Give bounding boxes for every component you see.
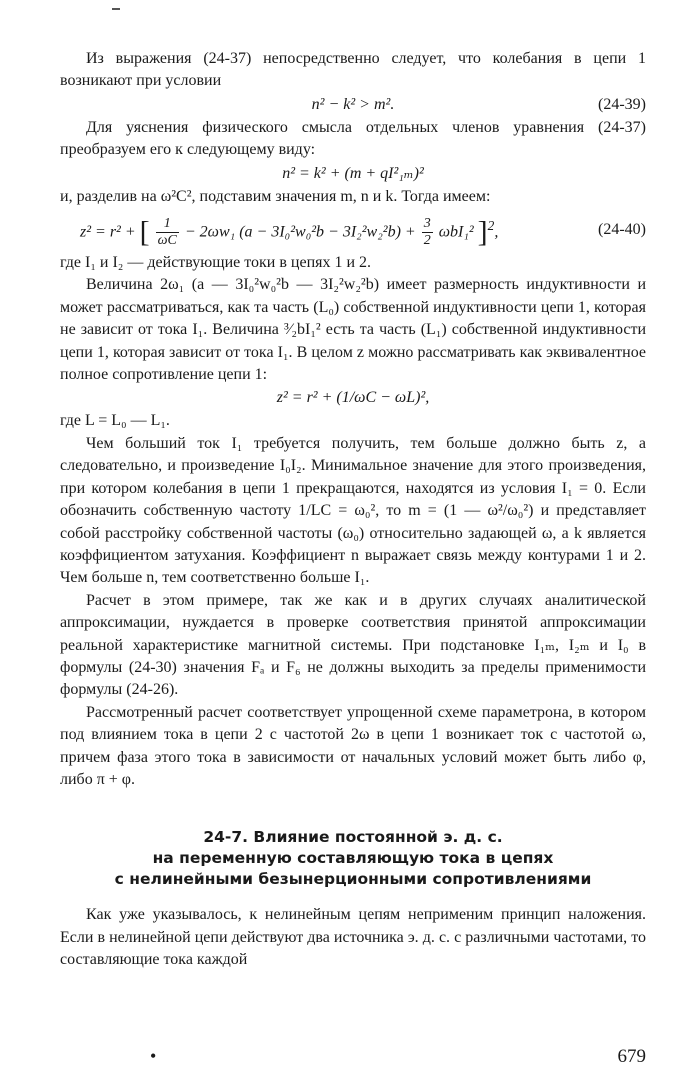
equation-24-39 [60,93,646,117]
section-heading-line-1: 24-7. Влияние постоянной э. д. с. [203,828,503,847]
page-number: 679 [617,1046,646,1067]
paragraph-9: Рассмотренный расчет соответствует упрощенной схеме параметрона, в котором под влиянием тока в цепи 2 с частотой 2ω в цепи 1 возникает ток с частотой ω, причем фаза этого тока в зависимости от начальных условий может быть либо φ, либо π + φ. [60,703,646,788]
fraction-one-over-omega-c [156,216,179,249]
equation-24-40 [60,208,646,252]
frac2-den: 2 [423,233,431,249]
footer-dot: • [150,1046,157,1066]
eq40-lhs: z² = r² + [80,223,136,241]
frac-num: 1 [156,216,179,233]
paragraph-7: Чем больший ток I₁ требуется получить, тем больше должно быть z, а следовательно, и произведение I₀I₂. Минимальное значение для этого произведения, при котором колебания в цепи 1 прекращаются, находятся из условия I₁ = 0. Если обозначить собственную частоту 1/LC = ω₀², то m = (1 — ω²/ω₀²) и представляет собой расстройку собственной частоты (ω₀) относительно задающей ω, а k является коэффициентом затухания. Коэффициент n выражает связь между контурами 1 и 2. Чем больше n, тем соответственно больше I₁. [60,434,646,587]
right-bracket: ] [477,215,488,249]
section-heading-line-3: с нелинейными безынерционными сопротивлениями [114,870,592,889]
section-heading-line-2: на переменную составляющую тока в цепях [152,849,554,868]
paragraph-2: Для уяснения физического смысла отдельных членов уравнения (24-37) преобразуем его к следующему виду: [60,118,646,159]
equation-24-39-formula: n² − k² > m². [311,95,395,113]
equation-z2 [60,386,646,410]
frac2-num: 3 [423,216,431,232]
equation-24-39-number: (24-39) [598,95,646,113]
fraction-three-halves [422,216,433,249]
page-body [60,48,646,972]
paragraph-8: Расчет в этом примере, так же как и в других случаях аналитической аппроксимации, нуждается в проверке соответствия принятой аппроксимации реальной характеристике магнитной системы. При подстановке I₁ₘ, I₂ₘ и I₀ в формулы (24-30) значения Fₐ и F₆ не должны выходить за пределы применимости формулы (24-26). [60,591,646,699]
paragraph-4: где I₁ и I₂ — действующие токи в цепях 1 и 2. [60,254,372,272]
equation-n2-formula: n² = k² + (m + qI²₁ₘ)² [282,164,424,182]
paragraph-1: Из выражения (24-37) непосредственно следует, что колебания в цепи 1 возникают при условии [60,50,646,90]
equation-24-40-number: (24-40) [598,221,646,239]
left-bracket: [ [139,215,150,249]
equation-n2 [60,162,646,186]
equation-z2-formula: z² = r² + (1/ωC − ωL)², [276,389,430,407]
section-heading [60,827,646,890]
eq40-tail: ωbI₁² [438,223,474,241]
bracket-exponent: 2 [487,218,495,234]
paragraph-3: и, разделив на ω²C², подставим значения m, n и k. Тогда имеем: [60,187,491,205]
paragraph-10: Как уже указывалось, к нелинейным цепям неприменим принцип наложения. Если в нелинейной цепи действуют два источника э. д. с. с различными частотами, то составляющие тока каждой [60,906,646,969]
page-footer [60,1046,646,1072]
paragraph-5: Величина 2ω₁ (a — 3I₀²w₀²b — 3I₂²w₂²b) имеет размерность индуктивности и может рассматриваться, как та часть (L₀) собственной индуктивности цепи 1, которая не зависит от тока I₁. Величина ³⁄₂bI₁² есть та часть (L₁) собственной индуктивности цепи 1, которая зависит от тока I₁. В целом z можно рассматривать как эквивалентное полное сопротивление цепи 1: [60,276,646,384]
paragraph-6: где L = L₀ — L₁. [60,412,170,430]
equation-24-40-formula: z² = r² + [ $\frac{1}{\omega C}$ − 2ωw₁ (a − 3I₀²w₀²b − 3I₂²w₂²b) + $\frac{3}{2}$ ωbI₁² ]$^2$, [80,215,499,249]
frac-den: ωC [157,233,177,249]
stray-mark [112,8,120,10]
eq40-mid: − 2ωw₁ (a − 3I₀²w₀²b − 3I₂²w₂²b) + [184,223,416,241]
